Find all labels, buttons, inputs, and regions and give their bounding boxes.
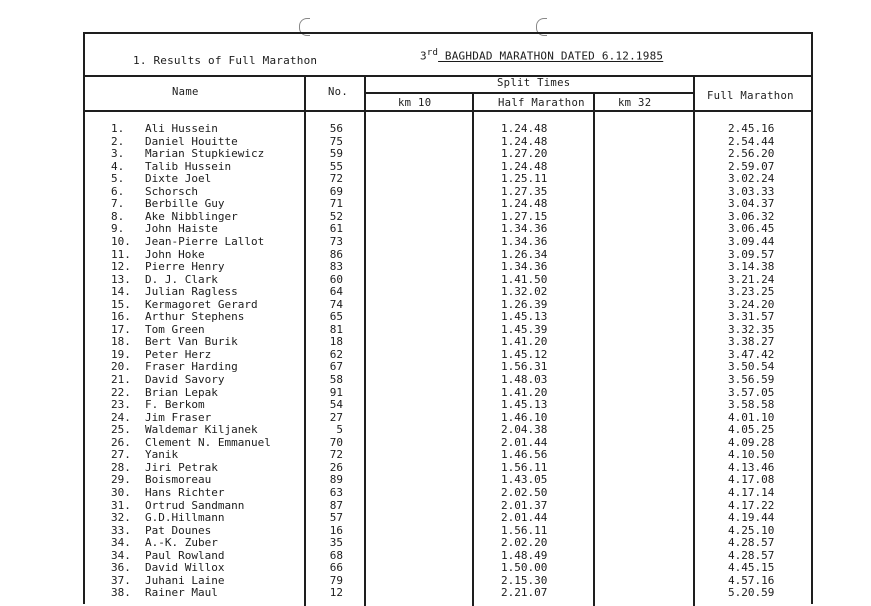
name-cell: Dixte Joel <box>145 172 212 186</box>
header-no: No. <box>328 86 349 98</box>
position-cell: 29. <box>111 473 131 487</box>
position-cell: 5. <box>111 172 125 186</box>
bib-number-cell: 63 <box>329 485 343 499</box>
table-row <box>85 487 815 500</box>
full-marathon-time-cell: 3.21.24 <box>728 272 775 286</box>
name-cell: Waldemar Kiljanek <box>145 423 258 437</box>
half-marathon-time-cell: 1.48.49 <box>501 548 548 562</box>
bib-number-cell: 68 <box>329 548 343 562</box>
half-marathon-time-cell: 2.01.44 <box>501 435 548 449</box>
table-row <box>85 374 815 387</box>
full-marathon-time-cell: 3.06.45 <box>728 222 775 236</box>
bib-number-cell: 64 <box>329 285 343 299</box>
position-cell: 17. <box>111 322 131 336</box>
table-row <box>85 148 815 161</box>
table-row <box>85 512 815 525</box>
name-cell: Julian Ragless <box>145 285 238 299</box>
full-marathon-time-cell: 3.03.33 <box>728 184 775 198</box>
name-cell: John Haiste <box>145 222 218 236</box>
name-cell: Schorsch <box>145 184 198 198</box>
name-cell: Ali Hussein <box>145 122 218 135</box>
half-marathon-time-cell: 2.01.44 <box>501 511 548 525</box>
full-marathon-time-cell: 4.17.22 <box>728 498 775 512</box>
position-cell: 32. <box>111 511 131 525</box>
full-marathon-time-cell: 4.01.10 <box>728 410 775 424</box>
position-cell: 3. <box>111 147 125 161</box>
event-title: 3rd BAGHDAD MARATHON DATED 6.12.1985 <box>420 48 664 63</box>
header-full-marathon: Full Marathon <box>707 90 794 102</box>
header-km32: km 32 <box>618 97 652 109</box>
bib-number-cell: 83 <box>329 260 343 274</box>
bib-number-cell: 70 <box>329 435 343 449</box>
table-row <box>85 424 815 437</box>
full-marathon-time-cell: 3.09.44 <box>728 234 775 248</box>
name-cell: John Hoke <box>145 247 205 261</box>
position-cell: 22. <box>111 385 131 399</box>
name-cell: Clement N. Emmanuel <box>145 435 271 449</box>
half-marathon-time-cell: 1.27.35 <box>501 184 548 198</box>
table-row <box>85 537 815 550</box>
half-marathon-time-cell: 1.27.20 <box>501 147 548 161</box>
position-cell: 4. <box>111 159 125 173</box>
name-cell: Yanik <box>145 448 179 462</box>
position-cell: 27. <box>111 448 131 462</box>
half-marathon-time-cell: 2.21.07 <box>501 586 548 600</box>
full-marathon-time-cell: 4.13.46 <box>728 460 775 474</box>
bib-number-cell: 12 <box>329 586 343 600</box>
half-marathon-time-cell: 1.34.36 <box>501 260 548 274</box>
full-marathon-time-cell: 3.02.24 <box>728 172 775 186</box>
split-times-divider <box>365 92 695 94</box>
results-sheet <box>83 32 813 604</box>
bib-number-cell: 66 <box>329 561 343 575</box>
name-cell: Bert Van Burik <box>145 335 238 349</box>
name-cell: A.-K. Zuber <box>145 536 218 550</box>
name-cell: D. J. Clark <box>145 272 218 286</box>
full-marathon-time-cell: 3.57.05 <box>728 385 775 399</box>
half-marathon-time-cell: 2.04.38 <box>501 423 548 437</box>
table-row <box>85 198 815 211</box>
bib-number-cell: 67 <box>329 360 343 374</box>
full-marathon-time-cell: 2.56.20 <box>728 147 775 161</box>
bib-number-cell: 72 <box>329 448 343 462</box>
full-marathon-time-cell: 3.50.54 <box>728 360 775 374</box>
bib-number-cell: 71 <box>329 197 343 211</box>
table-row <box>85 173 815 186</box>
name-cell: Arthur Stephens <box>145 310 245 324</box>
half-marathon-time-cell: 1.24.48 <box>501 134 548 148</box>
full-marathon-time-cell: 2.59.07 <box>728 159 775 173</box>
name-cell: Rainer Maul <box>145 586 218 600</box>
header-divider <box>85 110 811 112</box>
half-marathon-time-cell: 1.56.31 <box>501 360 548 374</box>
half-marathon-time-cell: 1.46.56 <box>501 448 548 462</box>
name-cell: Fraser Harding <box>145 360 238 374</box>
position-cell: 20. <box>111 360 131 374</box>
position-cell: 26. <box>111 435 131 449</box>
half-marathon-time-cell: 1.43.05 <box>501 473 548 487</box>
full-marathon-time-cell: 4.19.44 <box>728 511 775 525</box>
bib-number-cell: 54 <box>329 398 343 412</box>
full-marathon-time-cell: 2.54.44 <box>728 134 775 148</box>
full-marathon-time-cell: 3.06.32 <box>728 209 775 223</box>
table-row <box>85 261 815 274</box>
bib-number-cell: 16 <box>329 523 343 537</box>
bib-number-cell: 56 <box>329 122 343 135</box>
half-marathon-time-cell: 1.34.36 <box>501 222 548 236</box>
name-cell: Pat Dounes <box>145 523 212 537</box>
full-marathon-time-cell: 3.09.57 <box>728 247 775 261</box>
bib-number-cell: 58 <box>329 373 343 386</box>
bib-number-cell: 35 <box>329 536 343 550</box>
full-marathon-time-cell: 4.17.14 <box>728 485 775 499</box>
half-marathon-time-cell: 1.27.15 <box>501 209 548 223</box>
position-cell: 10. <box>111 234 131 248</box>
half-marathon-time-cell: 1.24.48 <box>501 159 548 173</box>
half-marathon-time-cell: 1.56.11 <box>501 460 548 474</box>
half-marathon-time-cell: 1.41.20 <box>501 385 548 399</box>
position-cell: 36. <box>111 561 131 575</box>
position-cell: 2. <box>111 134 125 148</box>
position-cell: 18. <box>111 335 131 349</box>
table-row <box>85 587 815 600</box>
half-marathon-time-cell: 1.56.11 <box>501 523 548 537</box>
half-marathon-time-cell: 1.45.12 <box>501 347 548 361</box>
position-cell: 6. <box>111 184 125 198</box>
name-cell: Kermagoret Gerard <box>145 297 258 311</box>
position-cell: 34. <box>111 548 131 562</box>
full-marathon-time-cell: 4.45.15 <box>728 561 775 575</box>
full-marathon-time-cell: 3.23.25 <box>728 285 775 299</box>
position-cell: 31. <box>111 498 131 512</box>
full-marathon-time-cell: 3.14.38 <box>728 260 775 274</box>
name-cell: Brian Lepak <box>145 385 218 399</box>
bib-number-cell: 75 <box>329 134 343 148</box>
full-marathon-time-cell: 4.57.16 <box>728 573 775 587</box>
position-cell: 28. <box>111 460 131 474</box>
bib-number-cell: 74 <box>329 297 343 311</box>
full-marathon-time-cell: 4.17.08 <box>728 473 775 487</box>
half-marathon-time-cell: 1.41.20 <box>501 335 548 349</box>
bib-number-cell: 72 <box>329 172 343 186</box>
bib-number-cell: 87 <box>329 498 343 512</box>
header-name: Name <box>172 86 199 98</box>
bib-number-cell: 65 <box>329 310 343 324</box>
table-row <box>85 123 815 136</box>
half-marathon-time-cell: 2.02.20 <box>501 536 548 550</box>
name-cell: Jean-Pierre Lallot <box>145 234 265 248</box>
bib-number-cell: 79 <box>329 573 343 587</box>
table-row <box>85 562 815 575</box>
half-marathon-time-cell: 1.45.13 <box>501 310 548 324</box>
full-marathon-time-cell: 4.10.50 <box>728 448 775 462</box>
full-marathon-time-cell: 4.25.10 <box>728 523 775 537</box>
position-cell: 38. <box>111 586 131 600</box>
name-cell: Juhani Laine <box>145 573 225 587</box>
bib-number-cell: 86 <box>329 247 343 261</box>
position-cell: 8. <box>111 209 125 223</box>
half-marathon-time-cell: 1.34.36 <box>501 234 548 248</box>
bib-number-cell: 59 <box>329 147 343 161</box>
full-marathon-time-cell: 4.05.25 <box>728 423 775 437</box>
name-cell: Berbille Guy <box>145 197 225 211</box>
bib-number-cell: 91 <box>329 385 343 399</box>
bib-number-cell: 73 <box>329 234 343 248</box>
name-cell: David Savory <box>145 373 225 386</box>
bib-number-cell: 27 <box>329 410 343 424</box>
bib-number-cell: 60 <box>329 272 343 286</box>
name-cell: Ortrud Sandmann <box>145 498 245 512</box>
position-cell: 34. <box>111 536 131 550</box>
header-split-times: Split Times <box>497 77 571 89</box>
full-marathon-time-cell: 5.20.59 <box>728 586 775 600</box>
half-marathon-time-cell: 1.24.48 <box>501 122 548 135</box>
name-cell: Jim Fraser <box>145 410 212 424</box>
half-marathon-time-cell: 1.32.02 <box>501 285 548 299</box>
full-marathon-time-cell: 3.24.20 <box>728 297 775 311</box>
name-cell: Pierre Henry <box>145 260 225 274</box>
position-cell: 37. <box>111 573 131 587</box>
half-marathon-time-cell: 1.48.03 <box>501 373 548 386</box>
name-cell: G.D.Hillmann <box>145 511 225 525</box>
header-km10: km 10 <box>398 97 432 109</box>
position-cell: 11. <box>111 247 131 261</box>
title-divider <box>85 75 811 77</box>
position-cell: 33. <box>111 523 131 537</box>
position-cell: 1. <box>111 122 125 135</box>
name-cell: Hans Richter <box>145 485 225 499</box>
name-cell: Peter Herz <box>145 347 212 361</box>
full-marathon-time-cell: 4.28.57 <box>728 536 775 550</box>
table-row <box>85 236 815 249</box>
bib-number-cell: 57 <box>329 511 343 525</box>
position-cell: 23. <box>111 398 131 412</box>
bib-number-cell: 26 <box>329 460 343 474</box>
name-cell: Paul Rowland <box>145 548 225 562</box>
name-cell: Marian Stupkiewicz <box>145 147 265 161</box>
half-marathon-time-cell: 1.46.10 <box>501 410 548 424</box>
position-cell: 9. <box>111 222 125 236</box>
table-row <box>85 399 815 412</box>
position-cell: 15. <box>111 297 131 311</box>
bib-number-cell: 55 <box>329 159 343 173</box>
table-row <box>85 449 815 462</box>
name-cell: Boismoreau <box>145 473 212 487</box>
position-cell: 30. <box>111 485 131 499</box>
section-title: 1. Results of Full Marathon <box>133 54 318 67</box>
full-marathon-time-cell: 4.09.28 <box>728 435 775 449</box>
position-cell: 24. <box>111 410 131 424</box>
bib-number-cell: 61 <box>329 222 343 236</box>
position-cell: 16. <box>111 310 131 324</box>
name-cell: Tom Green <box>145 322 205 336</box>
full-marathon-time-cell: 2.45.16 <box>728 122 775 135</box>
half-marathon-time-cell: 2.01.37 <box>501 498 548 512</box>
position-cell: 25. <box>111 423 131 437</box>
half-marathon-time-cell: 1.41.50 <box>501 272 548 286</box>
half-marathon-time-cell: 1.50.00 <box>501 561 548 575</box>
full-marathon-time-cell: 3.04.37 <box>728 197 775 211</box>
position-cell: 21. <box>111 373 131 386</box>
half-marathon-time-cell: 1.26.39 <box>501 297 548 311</box>
name-cell: David Willox <box>145 561 225 575</box>
full-marathon-time-cell: 4.28.57 <box>728 548 775 562</box>
header-half-marathon: Half Marathon <box>498 97 585 109</box>
half-marathon-time-cell: 1.25.11 <box>501 172 548 186</box>
bib-number-cell: 89 <box>329 473 343 487</box>
half-marathon-time-cell: 1.45.39 <box>501 322 548 336</box>
name-cell: Jiri Petrak <box>145 460 218 474</box>
full-marathon-time-cell: 3.58.58 <box>728 398 775 412</box>
position-cell: 19. <box>111 347 131 361</box>
table-row <box>85 286 815 299</box>
half-marathon-time-cell: 1.45.13 <box>501 398 548 412</box>
bib-number-cell: 69 <box>329 184 343 198</box>
position-cell: 13. <box>111 272 131 286</box>
table-row <box>85 311 815 324</box>
bib-number-cell: 81 <box>329 322 343 336</box>
full-marathon-time-cell: 3.31.57 <box>728 310 775 324</box>
name-cell: F. Berkom <box>145 398 205 412</box>
full-marathon-time-cell: 3.38.27 <box>728 335 775 349</box>
name-cell: Ake Nibblinger <box>145 209 238 223</box>
full-marathon-time-cell: 3.47.42 <box>728 347 775 361</box>
half-marathon-time-cell: 1.24.48 <box>501 197 548 211</box>
bib-number-cell: 52 <box>329 209 343 223</box>
half-marathon-time-cell: 2.15.30 <box>501 573 548 587</box>
name-cell: Daniel Houitte <box>145 134 238 148</box>
bib-number-cell: 5 <box>336 423 343 437</box>
bib-number-cell: 62 <box>329 347 343 361</box>
table-row <box>85 437 815 450</box>
half-marathon-time-cell: 1.26.34 <box>501 247 548 261</box>
position-cell: 12. <box>111 260 131 274</box>
half-marathon-time-cell: 2.02.50 <box>501 485 548 499</box>
position-cell: 7. <box>111 197 125 211</box>
position-cell: 14. <box>111 285 131 299</box>
name-cell: Talib Hussein <box>145 159 232 173</box>
full-marathon-time-cell: 3.32.35 <box>728 322 775 336</box>
full-marathon-time-cell: 3.56.59 <box>728 373 775 386</box>
bib-number-cell: 18 <box>329 335 343 349</box>
